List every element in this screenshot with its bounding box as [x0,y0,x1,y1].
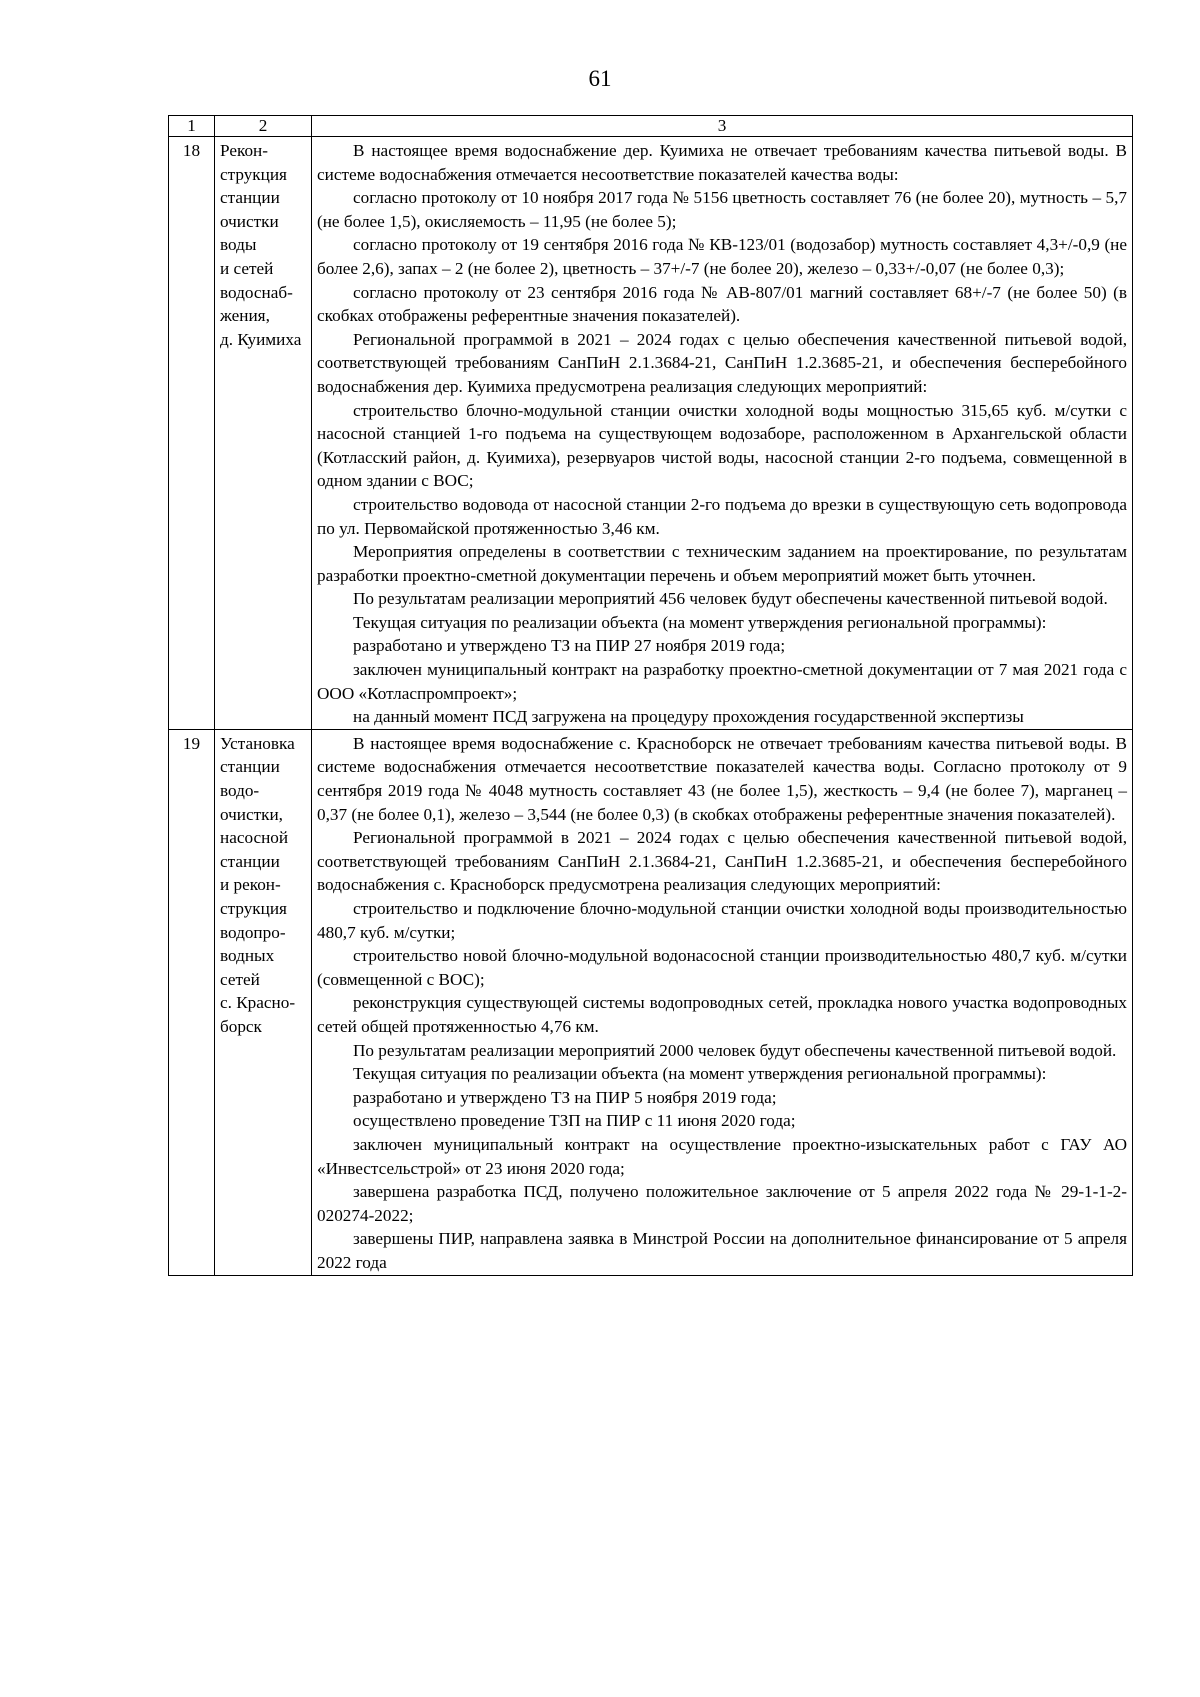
object-name-line: воды [220,235,257,255]
object-name-line: струкция [220,164,287,184]
object-name-line: станции [220,757,280,777]
object-name-line: Установка [220,733,295,753]
description-paragraph: В настоящее время водоснабжение дер. Куимиха не отвечает требованиям качества питьевой воды. В системе водоснабжения отмечается несоответствие показателей качества воды: [317,141,1127,184]
object-name [215,729,312,1275]
object-description [312,729,1133,1275]
table-body [169,137,1133,1276]
page-number: 61 [588,66,612,91]
header-cell-2: 2 [215,116,312,137]
header-cell-1: 1 [169,116,215,137]
object-name-line: д. Куимиха [220,329,302,349]
description-paragraph: По результатам реализации мероприятий 2000 человек будут обеспечены качественной питьевой водой. [353,1040,1117,1060]
object-name-line: жения, [220,306,270,326]
description-paragraph: В настоящее время водоснабжение с. Красноборск не отвечает требованиям качества питьевой воды. В системе водоснабжения отмечается несоответствие показателей качества воды. Согласно протоколу от 9 сентября 2019 года № 4048 мутность составляет 43 (не более 1,5), жесткость – 9,4 (не более 7), марганец – 0,37 (не более 0,1), железо – 3,544 (не более 0,3) (в скобках отображены референтные значения показателей). [317,733,1127,824]
table-row [169,729,1133,1275]
description-paragraph: разработано и утверждено ТЗ на ПИР 27 ноября 2019 года; [353,636,786,656]
object-name-line: очистки [220,211,279,231]
table-row [169,137,1133,730]
object-name-line: и сетей [220,258,274,278]
row-number: 18 [169,137,215,730]
description-paragraph: строительство блочно-модульной станции очистки холодной воды мощностью 315,65 куб. м/сутки с насосной станцией 1-го подъема на существующем водозаборе, расположенном в Архангельской области (Котласский район, д. Куимиха), резервуаров чистой воды, насосной станции 2-го подъема, совмещенной в одном здании с ВОС; [317,400,1127,491]
object-name-line: и рекон- [220,875,281,895]
object-name-line: водных [220,946,275,966]
table-header-row [169,116,1133,137]
object-name-line: струкция [220,899,287,918]
description-paragraph: Текущая ситуация по реализации объекта (на момент утверждения региональной программы): [353,612,1047,632]
object-name-line: борск [220,1016,262,1036]
object-name-line: очистки, [220,804,283,824]
description-paragraph: на данный момент ПСД загружена на процедуру прохождения государственной экспертизы [353,707,1024,727]
description-paragraph: заключен муниципальный контракт на осуществление проектно-изыскательных работ с ГАУ АО «Инвестсельстрой» от 23 июня 2020 года; [317,1134,1127,1178]
projects-table [168,115,1133,1276]
object-name-line: сетей [220,969,260,989]
description-paragraph: заключен муниципальный контракт на разработку проектно-сметной документации от 7 мая 2021 года с ООО «Котласпромпроект»; [317,660,1127,703]
description-paragraph: завершена разработка ПСД, получено положительное заключение от 5 апреля 2022 года № 29-1-1-2-020274-2022; [317,1182,1127,1225]
description-paragraph: разработано и утверждено ТЗ на ПИР 5 ноября 2019 года; [353,1087,777,1107]
description-paragraph: согласно протоколу от 10 ноября 2017 года № 5156 цветность составляет 76 (не более 20), мутность – 5,7 (не более 1,5), окисляемость – 11,95 (не более 5); [317,188,1127,231]
description-paragraph: Региональной программой в 2021 – 2024 годах с целью обеспечения качественной питьевой водой, соответствующей требованиям СанПиН 2.1.3684-21, СанПиН 1.2.3685-21, и обеспечения бесперебойного водоснабжения дер. Куимиха предусмотрена реализация следующих мероприятий: [317,329,1127,396]
description-paragraph: По результатам реализации мероприятий 456 человек будут обеспечены качественной питьевой водой. [353,589,1108,609]
object-name-line: насосной [220,828,289,848]
description-paragraph: строительство водовода от насосной станции 2-го подъема до врезки в существующую сеть водопровода по ул. Первомайской протяженностью 3,46 км. [317,494,1127,538]
description-paragraph: согласно протоколу от 19 сентября 2016 года № КВ-123/01 (водозабор) мутность составляет 4,3+/-0,9 (не более 2,6), запах – 2 (не более 2), цветность – 37+/-7 (не более 20), железо – 0,33+/-0,07 (не более 0,3); [317,235,1127,278]
description-paragraph: строительство новой блочно-модульной водонасосной станции производительностью 480,7 куб. м/сутки (совмещенной с ВОС); [317,946,1127,989]
object-name-line: с. Красно- [220,993,296,1013]
object-name-line: станции [220,851,280,871]
object-name [215,137,312,730]
description-paragraph: строительство и подключение блочно-модульной станции очистки холодной воды производительностью 480,7 куб. м/сутки; [317,899,1127,942]
object-name-line: Рекон- [220,141,268,160]
description-paragraph: завершены ПИР, направлена заявка в Минстрой России на дополнительное финансирование от 5 апреля 2022 года [317,1229,1127,1272]
description-paragraph: реконструкция существующей системы водопроводных сетей, прокладка нового участка водопроводных сетей общей протяженностью 4,76 км. [317,993,1127,1036]
header-cell-3: 3 [312,116,1133,137]
object-description [312,137,1133,730]
description-paragraph: Текущая ситуация по реализации объекта (на момент утверждения региональной программы): [353,1064,1047,1084]
object-name-line: водо- [220,781,260,801]
description-paragraph: осуществлено проведение ТЗП на ПИР с 11 июня 2020 года; [353,1111,796,1131]
row-number: 19 [169,729,215,1275]
description-paragraph: Региональной программой в 2021 – 2024 годах с целью обеспечения качественной питьевой водой, соответствующей требованиям СанПиН 2.1.3684-21, СанПиН 1.2.3685-21, и обеспечения бесперебойного водоснабжения с. Красноборск предусмотрена реализация следующих мероприятий: [317,828,1127,895]
description-paragraph: согласно протоколу от 23 сентября 2016 года № АВ-807/01 магний составляет 68+/-7 (не более 50) (в скобках отображены референтные значения показателей). [317,282,1127,326]
object-name-line: водоснаб- [220,282,293,302]
object-name-line: водопро- [220,922,286,942]
object-name-line: станции [220,188,280,208]
description-paragraph: Мероприятия определены в соответствии с техническим заданием на проектирование, по результатам разработки проектно-сметной документации перечень и объем мероприятий может быть уточнен. [317,542,1127,585]
